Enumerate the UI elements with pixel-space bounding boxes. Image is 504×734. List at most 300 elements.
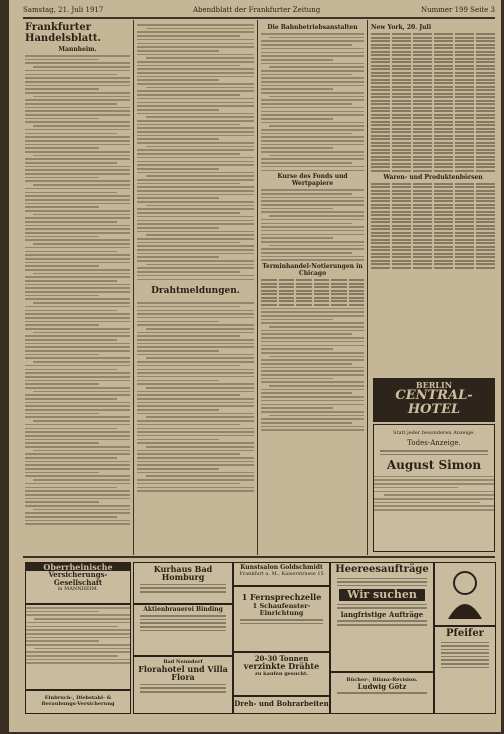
market-heading: New York, 20. Juli: [371, 24, 432, 31]
text-line: [25, 118, 99, 120]
text-line: [25, 387, 130, 389]
table-cell: [455, 256, 474, 258]
table-cell: [296, 304, 312, 306]
table-cell: [371, 51, 390, 53]
text-line: [137, 479, 254, 481]
text-line: [137, 50, 219, 52]
text-line: [25, 188, 130, 190]
table-cell: [371, 159, 390, 161]
table-cell: [392, 110, 411, 112]
text-line: [25, 195, 130, 197]
table-cell: [413, 117, 432, 119]
text-line: [137, 431, 254, 433]
text-line: [25, 346, 130, 348]
header-paper: Abendblatt der Frankfurter Zeitung: [193, 6, 321, 14]
table-cell: [413, 232, 432, 234]
text-line: [25, 475, 130, 477]
text-line: [137, 413, 254, 415]
text-line: [33, 450, 130, 452]
text-line: [137, 172, 254, 174]
table-cell: [434, 128, 453, 130]
text-line: [269, 37, 364, 39]
table-cell: [476, 117, 495, 119]
table-cell: [371, 107, 390, 109]
table-cell: [371, 211, 390, 213]
table-cell: [371, 75, 390, 77]
table-cell: [392, 107, 411, 109]
table-cell: [434, 149, 453, 151]
text-line: [374, 502, 480, 504]
table-cell: [476, 256, 495, 258]
table-cell: [476, 145, 495, 147]
text-line: [137, 164, 254, 166]
text-line: [146, 387, 254, 389]
text-line: [261, 52, 364, 54]
text-line: [25, 468, 130, 470]
text-line: [261, 400, 364, 402]
table-cell: [455, 263, 474, 265]
text-line: [33, 420, 130, 422]
table-cell: [455, 253, 474, 255]
table-cell: [279, 290, 295, 292]
text-line: [25, 254, 130, 256]
ad-heer-1: Heereesaufträge: [335, 564, 429, 575]
text-line: [137, 394, 240, 396]
table-cell: [476, 110, 495, 112]
table-cell: [476, 114, 495, 116]
table-cell: [476, 68, 495, 70]
text-line: [269, 66, 364, 68]
text-line: [261, 370, 364, 372]
text-line: [137, 245, 254, 247]
text-line: [261, 208, 333, 210]
table-cell: [476, 72, 495, 74]
text-line: [25, 129, 130, 131]
text-line: [137, 435, 254, 437]
table-cell: [413, 82, 432, 84]
text-line: [261, 70, 364, 72]
text-line: [269, 385, 364, 387]
text-line: [146, 446, 254, 448]
table-cell: [476, 54, 495, 56]
table-cell: [413, 72, 432, 74]
table-cell: [331, 283, 347, 285]
notice-name: August Simon: [386, 458, 482, 473]
text-line: [25, 62, 130, 64]
ad-draht-1: 20-30 Tonnen: [254, 654, 309, 663]
text-line: [261, 33, 364, 35]
table-cell: [392, 114, 411, 116]
column-3: [261, 22, 364, 554]
table-cell: [476, 267, 495, 269]
ad-buecher: [330, 672, 434, 714]
text-line: [374, 491, 494, 493]
section-heading: Kurse des Fonds und Wertpapiere: [277, 173, 348, 188]
text-line: [25, 298, 130, 300]
text-line: [26, 640, 99, 642]
table-cell: [434, 86, 453, 88]
table-cell: [413, 253, 432, 255]
table-cell: [455, 260, 474, 262]
table-cell: [476, 211, 495, 213]
table-cell: [392, 232, 411, 234]
text-line: [25, 516, 117, 518]
text-line: [25, 310, 117, 312]
table-cell: [476, 58, 495, 60]
text-line: [25, 464, 130, 466]
text-line: [26, 611, 99, 613]
text-line: [33, 302, 130, 304]
text-line: [261, 429, 364, 431]
text-line: [33, 361, 130, 363]
ads-rule: [23, 556, 495, 558]
table-cell: [455, 51, 474, 53]
table-cell: [413, 246, 432, 248]
table-cell: [392, 68, 411, 70]
table-cell: [392, 246, 411, 248]
table-cell: [455, 37, 474, 39]
text-line: [25, 501, 99, 503]
text-line: [25, 247, 130, 249]
text-line: [25, 439, 130, 441]
text-line: [25, 512, 130, 514]
table-cell: [296, 297, 312, 299]
section-heading: Die Bahnbetriebsanstalten: [267, 24, 358, 31]
text-line: [261, 204, 364, 206]
table-cell: [434, 200, 453, 202]
table-cell: [476, 183, 495, 185]
text-line: [137, 275, 254, 277]
table-cell: [331, 293, 347, 295]
text-line: [25, 483, 130, 485]
table-cell: [434, 65, 453, 67]
table-cell: [392, 117, 411, 119]
table-cell: [331, 304, 347, 306]
table-cell: [331, 279, 347, 281]
text-line: [137, 61, 254, 63]
text-line: [261, 92, 364, 94]
text-line: [137, 179, 254, 181]
table-cell: [413, 211, 432, 213]
text-line: [261, 140, 364, 142]
table-cell: [371, 267, 390, 269]
table-cell: [392, 131, 411, 133]
table-cell: [455, 267, 474, 269]
text-line: [137, 302, 254, 304]
text-line: [261, 259, 364, 261]
table-cell: [434, 110, 453, 112]
text-line: [25, 147, 99, 149]
table-cell: [455, 197, 474, 199]
table-cell: [434, 170, 453, 172]
text-line: [261, 330, 364, 332]
text-line: [137, 442, 254, 444]
notice-line: Statt jeder besonderen Anzeige.: [393, 430, 475, 436]
text-line: [25, 343, 130, 345]
text-line: [25, 239, 130, 241]
ad-kunst-1: Kunstsalon Goldschmidt: [240, 564, 323, 571]
table-cell: [314, 293, 330, 295]
table-cell: [455, 200, 474, 202]
text-line: [137, 238, 254, 240]
table-cell: [413, 183, 432, 185]
table-cell: [476, 235, 495, 237]
text-line: [25, 144, 130, 146]
text-line: [261, 230, 364, 232]
table-cell: [434, 186, 453, 188]
table-cell: [296, 279, 312, 281]
text-line: [137, 310, 254, 312]
text-line: [261, 241, 364, 243]
table-cell: [413, 249, 432, 251]
text-line: [25, 321, 130, 323]
text-line: [146, 116, 254, 118]
text-line: [261, 234, 364, 236]
column-4: [371, 22, 495, 374]
table-cell: [371, 47, 390, 49]
text-line: [261, 158, 364, 160]
text-line: [25, 121, 130, 123]
table-cell: [371, 235, 390, 237]
ad-heer-2: Wir suchen: [339, 589, 425, 601]
text-line: [25, 169, 130, 171]
text-line: [25, 158, 130, 160]
text-line: [137, 420, 254, 422]
text-line: [146, 475, 254, 477]
table-cell: [371, 58, 390, 60]
text-line: [25, 136, 130, 138]
text-line: [137, 405, 254, 407]
text-line: [25, 284, 130, 286]
table-cell: [392, 159, 411, 161]
table-cell: [476, 86, 495, 88]
text-line: [261, 48, 364, 50]
text-line: [261, 193, 352, 195]
table-cell: [371, 86, 390, 88]
table-cell: [279, 283, 295, 285]
text-line: [137, 157, 254, 159]
text-line: [137, 201, 254, 203]
text-line: [261, 129, 364, 131]
text-line: [25, 380, 130, 382]
table-cell: [455, 103, 474, 105]
text-line: [261, 136, 364, 138]
text-line: [137, 208, 254, 210]
table-cell: [413, 260, 432, 262]
text-line: [269, 215, 364, 217]
text-line: [25, 70, 130, 72]
text-line: [25, 114, 130, 116]
table-cell: [434, 267, 453, 269]
table-cell: [371, 138, 390, 140]
text-line: [137, 98, 254, 100]
text-line: [137, 361, 254, 363]
table-cell: [371, 163, 390, 165]
table-cell: [331, 300, 347, 302]
table-cell: [371, 135, 390, 137]
text-line: [261, 223, 352, 225]
table-cell: [476, 128, 495, 130]
text-line: [261, 107, 364, 109]
text-line: [261, 256, 364, 258]
table-cell: [261, 283, 277, 285]
table-cell: [371, 156, 390, 158]
table-cell: [455, 65, 474, 67]
text-line: [137, 223, 254, 225]
table-cell: [261, 290, 277, 292]
table-cell: [392, 156, 411, 158]
table-cell: [455, 204, 474, 206]
ad-kurhaus-title: Kurhaus Bad Homburg: [153, 564, 213, 583]
text-line: [137, 149, 254, 151]
text-line: [25, 107, 130, 109]
text-line: [261, 162, 352, 164]
text-line: [261, 348, 333, 350]
table-cell: [413, 93, 432, 95]
table-cell: [413, 263, 432, 265]
table-cell: [434, 33, 453, 35]
newspaper-page: [9, 0, 501, 732]
table-cell: [261, 300, 277, 302]
table-cell: [434, 51, 453, 53]
table-cell: [476, 107, 495, 109]
table-cell: [371, 256, 390, 258]
table-cell: [434, 100, 453, 102]
text-line: [137, 256, 219, 258]
table-cell: [261, 286, 277, 288]
table-cell: [434, 135, 453, 137]
text-line: [261, 147, 333, 149]
table-cell: [476, 75, 495, 77]
table-cell: [371, 121, 390, 123]
table-cell: [413, 170, 432, 172]
text-line: [137, 135, 254, 137]
text-line: [25, 177, 99, 179]
table-cell: [371, 72, 390, 74]
text-line: [33, 509, 130, 511]
table-cell: [413, 166, 432, 168]
text-line: [137, 102, 254, 104]
table-cell: [349, 304, 365, 306]
text-line: [137, 332, 254, 334]
table-cell: [392, 79, 411, 81]
text-line: [261, 211, 364, 213]
table-cell: [392, 44, 411, 46]
table-cell: [296, 283, 312, 285]
table-cell: [434, 142, 453, 144]
table-cell: [455, 75, 474, 77]
column-rule: [367, 20, 368, 555]
text-line: [137, 483, 240, 485]
ad-heer-3: langfristige Aufträge: [340, 610, 424, 620]
section-subtitle: Mannheim.: [58, 46, 97, 53]
column-rule: [257, 20, 258, 555]
text-line: [269, 125, 364, 127]
table-cell: [434, 152, 453, 154]
text-line: [261, 374, 364, 376]
text-line: [25, 328, 130, 330]
table-cell: [371, 166, 390, 168]
table-cell: [455, 249, 474, 251]
table-cell: [371, 117, 390, 119]
text-line: [25, 236, 99, 238]
text-line: [137, 43, 254, 45]
table-cell: [413, 218, 432, 220]
table-cell: [434, 68, 453, 70]
table-cell: [476, 214, 495, 216]
text-line: [25, 140, 130, 142]
table-cell: [349, 297, 365, 299]
table-cell: [455, 221, 474, 223]
text-line: [26, 633, 130, 635]
text-line: [261, 381, 364, 383]
table-cell: [371, 200, 390, 202]
table-cell: [371, 149, 390, 151]
table-cell: [371, 190, 390, 192]
header-rule: [23, 17, 495, 19]
text-line: [261, 88, 333, 90]
table-cell: [455, 145, 474, 147]
text-line: [137, 271, 240, 273]
text-line: [25, 520, 130, 522]
table-cell: [371, 61, 390, 63]
text-line: [261, 308, 364, 310]
table-cell: [434, 204, 453, 206]
table-cell: [476, 263, 495, 265]
table-cell: [434, 114, 453, 116]
text-line: [137, 376, 254, 378]
text-line: [384, 494, 494, 496]
text-line: [374, 476, 494, 478]
table-cell: [392, 75, 411, 77]
text-line: [261, 404, 364, 406]
table-cell: [476, 190, 495, 192]
table-cell: [434, 159, 453, 161]
ad-draht-3: zu kaufen gesucht.: [254, 670, 309, 677]
table-cell: [434, 47, 453, 49]
table-cell: [413, 100, 432, 102]
text-line: [261, 389, 364, 391]
text-line: [137, 65, 240, 67]
table-cell: [392, 121, 411, 123]
text-line: [261, 170, 364, 172]
ad-ober-1: Oberrheinische: [26, 563, 130, 571]
table-cell: [434, 263, 453, 265]
text-line: [25, 369, 117, 371]
table-cell: [413, 110, 432, 112]
table-cell: [434, 82, 453, 84]
text-line: [25, 228, 130, 230]
text-line: [137, 153, 240, 155]
table-cell: [279, 279, 295, 281]
table-cell: [413, 145, 432, 147]
text-line: [25, 85, 130, 87]
text-line: [137, 267, 254, 269]
table-cell: [331, 297, 347, 299]
table-cell: [413, 114, 432, 116]
text-line: [146, 328, 254, 330]
table-cell: [296, 290, 312, 292]
table-cell: [476, 135, 495, 137]
table-cell: [371, 214, 390, 216]
table-cell: [392, 72, 411, 74]
text-line: [137, 321, 219, 323]
text-line: [261, 396, 364, 398]
table-cell: [455, 193, 474, 195]
table-cell: [392, 86, 411, 88]
table-cell: [392, 152, 411, 154]
text-line: [25, 490, 130, 492]
